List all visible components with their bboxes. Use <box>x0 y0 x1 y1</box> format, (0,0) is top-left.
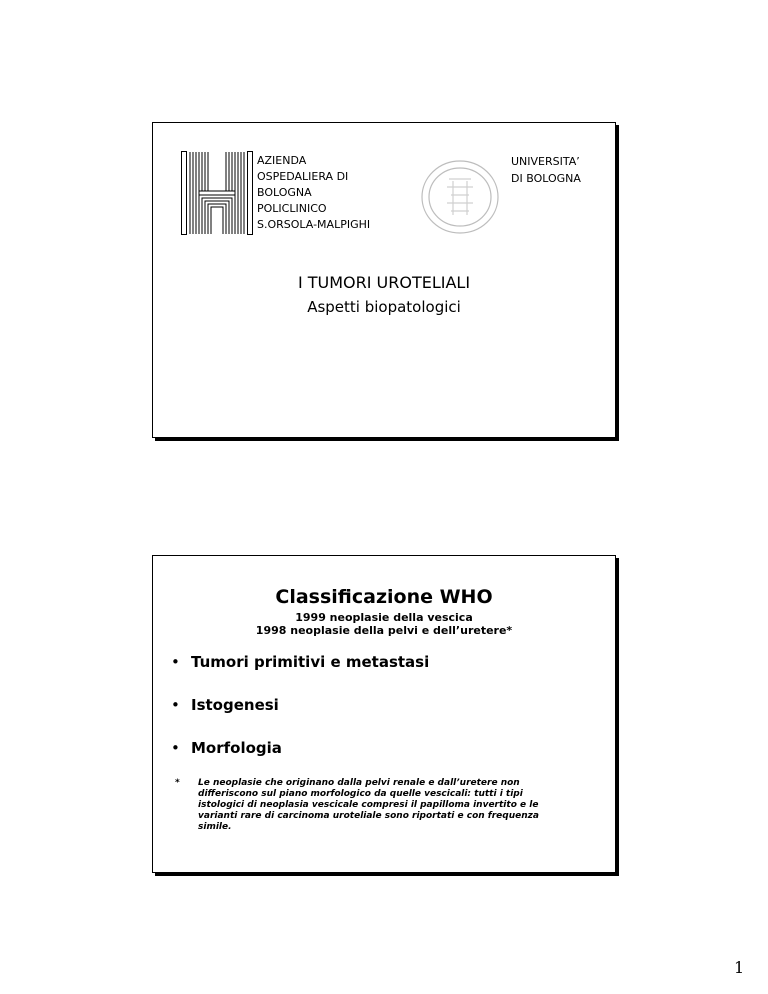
bullet-icon: • <box>171 653 180 671</box>
footnote <box>175 778 595 833</box>
slide-1 <box>152 122 616 438</box>
bullet-item: • Morfologia <box>171 739 282 757</box>
university-name: UNIVERSITA’ DI BOLOGNA <box>511 155 581 185</box>
bullet-icon: • <box>171 739 180 757</box>
hospital-name: AZIENDA OSPEDALIERA DI BOLOGNA POLICLINICO S.ORSOLA-MALPIGHI <box>257 154 371 231</box>
page-number: 1 <box>734 958 745 977</box>
bullet-item: • Tumori primitivi e metastasi <box>171 653 430 671</box>
bullet-list <box>167 652 429 781</box>
slide-2-subtitle-line: 1998 neoplasie della pelvi e dell’uretere* <box>255 624 513 637</box>
slide-2 <box>152 555 616 873</box>
slide-1-subtitle: Aspetti biopatologici <box>307 298 461 316</box>
slide-2-title: Classificazione WHO <box>275 586 493 608</box>
university-seal-icon <box>417 157 503 237</box>
bullet-icon: • <box>171 696 180 714</box>
slide-2-subtitle-line: 1999 neoplasie della vescica <box>295 611 473 624</box>
footnote-marker: * <box>175 778 180 788</box>
hospital-logo-icon <box>181 151 253 235</box>
footnote-text: Le neoplasie che originano dalla pelvi renale e dall’uretere non differiscono sul piano morfologico da quelle vescicali: tutti i tipi istologici di neoplasia vescicale compresi il papilloma invertito e le varianti rare di carcinoma uroteliale sono riportati e con frequenza simile. <box>198 778 539 832</box>
slide-1-title: I TUMORI UROTELIALI <box>297 273 471 292</box>
bullet-item: • Istogenesi <box>171 696 279 714</box>
